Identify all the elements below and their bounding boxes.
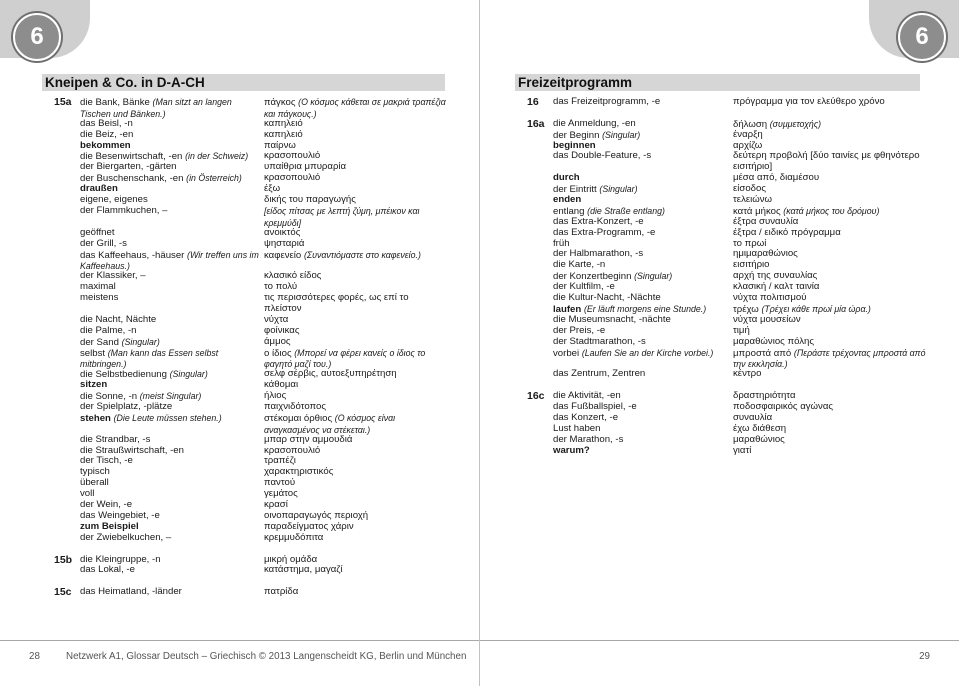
german-term: [80, 206, 262, 217]
german-note: (Singular): [634, 271, 673, 282]
glossary-entry: [42, 293, 447, 315]
greek-translation: [733, 130, 935, 141]
greek-translation: [733, 348, 935, 372]
footer-divider: [0, 640, 479, 641]
german-word: die Anmeldung, -en: [553, 117, 636, 129]
german-term: [553, 228, 731, 239]
german-term: [553, 446, 731, 457]
german-term: [80, 533, 262, 544]
german-term: [80, 402, 262, 413]
glossary-entry: [515, 260, 935, 271]
german-note: (Die Leute müssen stehen.): [113, 412, 222, 423]
exercise-number: 16c: [527, 390, 545, 403]
greek-word: τιμή: [733, 324, 750, 336]
german-word: der Spielplatz, -plätze: [80, 401, 173, 413]
german-word: die Bank, Bänke: [80, 97, 150, 108]
glossary-entry: [515, 446, 935, 457]
greek-word: μικρή ομάδα: [264, 553, 318, 565]
greek-word: έξω: [264, 183, 281, 195]
german-note: (Man kann das Essen selbst mitbringen.): [80, 347, 219, 370]
german-word: das Extra-Konzert, -e: [553, 215, 644, 227]
german-word: das Konzert, -e: [553, 411, 619, 423]
greek-word: αρχίζω: [733, 139, 763, 151]
greek-word: χαρακτηριστικός: [264, 466, 334, 478]
greek-word: κρασοπουλιό: [264, 150, 321, 162]
german-word: enden: [553, 194, 582, 206]
german-note: (Singular): [602, 129, 641, 140]
greek-word: παιχνιδότοπος: [264, 401, 326, 413]
glossary-entry: [515, 119, 935, 130]
glossary-entry: [42, 162, 447, 173]
exercise-number: 15b: [54, 553, 73, 566]
german-word: das Weingebiet, -e: [80, 509, 160, 521]
german-word: sitzen: [80, 379, 108, 391]
german-word: durch: [553, 172, 580, 184]
chapter-number-badge: 6: [13, 13, 61, 61]
greek-word: αρχή της συναυλίας: [733, 270, 818, 282]
german-word: selbst: [80, 347, 106, 359]
exercise-number: 16a: [527, 117, 545, 130]
greek-translation: [264, 402, 447, 413]
german-word: die Karte, -n: [553, 259, 606, 271]
german-word: die Kleingruppe, -n: [80, 553, 161, 565]
glossary-entry: [42, 380, 447, 391]
glossary-entry: [42, 141, 447, 152]
greek-word: κρασοπουλιό: [264, 172, 321, 184]
greek-translation: [264, 533, 447, 544]
greek-word: οινοπαραγωγός περιοχή: [264, 509, 369, 521]
greek-word: κατά μήκος: [733, 205, 781, 217]
glossary-entry: [515, 173, 935, 184]
german-word: der Preis, -e: [553, 324, 606, 336]
greek-word: κλασική / καλτ ταινία: [733, 281, 820, 293]
german-word: der Tisch, -e: [80, 455, 133, 467]
german-word: das Fußballspiel, -e: [553, 400, 637, 412]
greek-note: (Ο κόσμος κάθεται σε μακριά τραπέζια και πάγκους.): [264, 97, 446, 119]
glossary-entry: [515, 195, 935, 206]
greek-word: έχω διάθεση: [733, 422, 787, 434]
greek-word: υπαίθρια μπυραρία: [264, 161, 347, 173]
german-word: entlang: [553, 205, 585, 217]
greek-word: είσοδος: [733, 183, 766, 195]
german-word: das Double-Feature, -s: [553, 150, 652, 162]
german-word: überall: [80, 477, 109, 489]
greek-note: (συμμετοχής): [769, 118, 822, 129]
section-title: Freizeitprogramm: [515, 74, 920, 91]
glossary-entry: [515, 228, 935, 239]
greek-word: παίρνω: [264, 139, 296, 151]
german-word: der Zwiebelkuchen, –: [80, 531, 172, 543]
german-term: [553, 369, 731, 380]
german-word: der Stadtmarathon, -s: [553, 335, 646, 347]
german-word: geöffnet: [80, 226, 115, 238]
greek-word: τραπέζι: [264, 455, 296, 467]
german-term: [80, 239, 262, 250]
german-term: [80, 348, 262, 372]
german-note: (Singular): [599, 184, 638, 195]
german-term: [553, 260, 731, 271]
german-word: die Straußwirtschaft, -en: [80, 444, 184, 456]
greek-word: το πολύ: [264, 281, 298, 293]
footer-divider: [480, 640, 959, 641]
german-word: die Selbstbedienung: [80, 369, 167, 381]
greek-word: νύχτα μουσείων: [733, 313, 801, 325]
greek-translation: [264, 337, 447, 348]
greek-word: μπροστά από: [733, 347, 792, 359]
right-page: [480, 0, 959, 686]
glossary-entry: [42, 587, 447, 598]
greek-note: (Περάστε τρέχοντας μπροστά από την εκκλησία.): [733, 347, 926, 370]
german-note: (in Österreich): [186, 173, 242, 184]
german-note: (Wir treffen uns im Kaffeehaus.): [80, 249, 259, 272]
german-term: [553, 195, 731, 206]
glossary-entry: [42, 413, 447, 435]
german-term: [80, 293, 262, 304]
greek-word: τελειώνω: [733, 194, 773, 206]
greek-word: ανοικτός: [264, 226, 301, 238]
german-word: der Wein, -e: [80, 499, 133, 511]
german-word: bekommen: [80, 139, 131, 151]
page-number: 28: [29, 651, 40, 662]
german-term: [80, 380, 262, 391]
greek-word: παντού: [264, 477, 296, 489]
greek-word: μαραθώνιος πόλης: [733, 335, 814, 347]
greek-note: (Μπορεί να φέρει κανείς ο ίδιος το φαγητό μαζί του.): [264, 347, 426, 370]
greek-translation: [733, 97, 935, 108]
german-word: maximal: [80, 281, 116, 293]
german-word: beginnen: [553, 139, 596, 151]
greek-word: παραδείγματος χάριν: [264, 520, 354, 532]
glossary-entry: [515, 348, 935, 370]
german-word: warum?: [553, 444, 590, 456]
glossary-entry: [42, 533, 447, 544]
german-term: [80, 565, 262, 576]
greek-word: μπαρ στην αμμουδιά: [264, 433, 353, 445]
greek-word: δήλωση: [733, 118, 768, 130]
german-word: meistens: [80, 292, 119, 304]
german-term: [80, 478, 262, 489]
greek-word: κάθομαι: [264, 379, 299, 391]
greek-word: σελφ σέρβις, αυτοεξυπηρέτηση: [264, 368, 397, 380]
glossary-entry: [515, 97, 935, 108]
greek-translation: [264, 380, 447, 391]
glossary-entry: [42, 97, 447, 119]
greek-word: ο ίδιος: [264, 347, 292, 359]
german-word: das Beisl, -n: [80, 117, 133, 129]
greek-translation: [733, 369, 935, 380]
glossary-entry: [515, 337, 935, 348]
greek-note: [είδος πίτσας με λεπτή ζύμη, μπέικον και κρεμμύδι]: [264, 205, 420, 228]
german-word: das Extra-Programm, -e: [553, 226, 656, 238]
greek-translation: [733, 195, 935, 206]
german-word: die Palme, -n: [80, 324, 137, 336]
exercise-number: 15c: [54, 586, 72, 599]
german-word: zum Beispiel: [80, 520, 139, 532]
german-note: (Man sitzt an langen Tischen und Bänken.): [80, 97, 232, 119]
german-term: [553, 97, 731, 108]
german-word: die Museumsnacht, -nächte: [553, 313, 671, 325]
greek-word: φοίνικας: [264, 324, 300, 336]
exercise-number: 16: [527, 96, 539, 108]
greek-word: κρασοπουλιό: [264, 444, 321, 456]
greek-word: καπηλειό: [264, 117, 303, 129]
greek-translation: [733, 435, 935, 446]
greek-note: (κατά μήκος του δρόμου): [783, 205, 880, 216]
greek-translation: [264, 489, 447, 500]
greek-word: έξτρα συναυλία: [733, 215, 799, 227]
greek-translation: [264, 326, 447, 337]
greek-word: πρόγραμμα για τον ελεύθερο χρόνο: [733, 96, 885, 107]
german-word: vorbei: [553, 347, 580, 359]
greek-translation: [264, 293, 447, 315]
german-word: das Lokal, -e: [80, 564, 135, 576]
greek-translation: [264, 250, 447, 262]
greek-word: μαραθώνιος: [733, 433, 785, 445]
glossary-entry: [42, 478, 447, 489]
german-word: die Kultur-Nacht, -Nächte: [553, 292, 661, 304]
greek-word: εισιτήριο: [733, 259, 770, 271]
greek-translation: [264, 173, 447, 184]
greek-word: άμμος: [264, 335, 291, 347]
greek-word: νύχτα πολιτισμού: [733, 292, 807, 304]
german-term: [553, 348, 731, 360]
greek-note: (Συναντιόμαστε στο καφενείο.): [303, 249, 421, 260]
greek-word: ψησταριά: [264, 237, 305, 249]
glossary-entry: [42, 337, 447, 348]
german-note: (Singular): [121, 336, 160, 347]
german-word: Lust haben: [553, 422, 601, 434]
german-word: der Sand: [80, 336, 119, 348]
glossary-entry: [42, 250, 447, 272]
german-term: [553, 173, 731, 184]
german-word: der Flammkuchen, –: [80, 204, 168, 216]
greek-word: συναυλία: [733, 411, 773, 423]
german-term: [553, 119, 731, 130]
german-word: stehen: [80, 412, 111, 424]
german-word: das Heimatland, -länder: [80, 586, 182, 598]
left-page: [0, 0, 479, 686]
glossary-entry: [515, 151, 935, 173]
greek-word: έξτρα / ειδικό πρόγραμμα: [733, 226, 841, 238]
section-title: Kneipen & Co. in D-A-CH: [42, 74, 445, 91]
greek-word: κρασί: [264, 499, 288, 511]
german-note: (Singular): [169, 369, 208, 380]
glossary-entry: [42, 326, 447, 337]
glossary-entry: [42, 206, 447, 228]
glossary-entry: [42, 348, 447, 370]
greek-note: (Ο κόσμος είναι αναγκασμένος να στέκεται.): [264, 412, 396, 435]
german-word: laufen: [553, 303, 582, 315]
german-word: die Beiz, -en: [80, 128, 134, 140]
german-term: [80, 587, 262, 598]
german-word: die Besenwirtschaft, -en: [80, 151, 183, 163]
glossary-list: [515, 97, 935, 456]
german-word: die Strandbar, -s: [80, 433, 151, 445]
german-word: der Beginn: [553, 129, 600, 141]
greek-translation: [733, 446, 935, 457]
footer-copyright: Netzwerk A1, Glossar Deutsch – Griechisch © 2013 Langenscheidt KG, Berlin und München: [66, 651, 467, 662]
chapter-number-badge: 6: [898, 13, 946, 61]
german-word: die Nacht, Nächte: [80, 313, 157, 325]
greek-word: δικής του παραγωγής: [264, 194, 356, 206]
german-word: der Eintritt: [553, 184, 597, 196]
german-term: [553, 337, 731, 348]
german-word: der Marathon, -s: [553, 433, 624, 445]
greek-translation: [733, 315, 935, 326]
greek-word: γεμάτος: [264, 488, 298, 500]
greek-translation: [264, 587, 447, 598]
german-word: der Halbmarathon, -s: [553, 248, 644, 260]
greek-word: τις περισσότερες φορές, ως επί το πλείστον: [264, 292, 409, 314]
greek-word: δραστηριότητα: [733, 390, 796, 402]
german-word: das Freizeitprogramm, -e: [553, 96, 661, 107]
greek-word: κρεμμυδόπιτα: [264, 531, 324, 543]
german-note: (meist Singular): [139, 391, 202, 402]
greek-word: γιατί: [733, 444, 752, 456]
german-word: eigene, eigenes: [80, 194, 148, 206]
german-note: (Er läuft morgens eine Stunde.): [583, 303, 707, 314]
german-word: der Klassiker, –: [80, 270, 146, 282]
greek-word: κατάστημα, μαγαζί: [264, 564, 343, 576]
greek-word: κλασικό είδος: [264, 270, 322, 282]
exercise-number: 15a: [54, 96, 72, 108]
german-term: [80, 326, 262, 337]
german-word: der Kultfilm, -e: [553, 281, 615, 293]
greek-word: ποδοσφαιρικός αγώνας: [733, 400, 834, 412]
glossary-entry: [42, 565, 447, 576]
glossary-list: [42, 97, 447, 598]
glossary-entry: [42, 239, 447, 250]
german-word: draußen: [80, 183, 118, 195]
greek-word: πάγκος: [264, 97, 296, 108]
german-term: [553, 151, 731, 162]
german-word: typisch: [80, 466, 110, 478]
greek-note: (Τρέχει κάθε πρωί μία ώρα.): [761, 303, 871, 314]
german-word: voll: [80, 488, 95, 500]
greek-word: καφενείο: [264, 249, 302, 261]
page-number: 29: [919, 651, 930, 662]
german-word: der Buschenschank, -en: [80, 173, 184, 185]
glossary-entry: [42, 402, 447, 413]
greek-translation: [733, 337, 935, 348]
glossary-entry: [515, 293, 935, 304]
greek-word: ημιμαραθώνιος: [733, 248, 798, 260]
greek-word: ήλιος: [264, 390, 287, 402]
german-note: (die Straße entlang): [587, 205, 665, 216]
german-word: der Grill, -s: [80, 237, 127, 249]
german-note: (in der Schweiz): [185, 151, 249, 162]
greek-word: δεύτερη προβολή [δύο ταινίες με φθηνότερο εισιτήριο]: [733, 150, 920, 173]
greek-translation: [733, 293, 935, 304]
greek-translation: [264, 565, 447, 576]
german-note: (Laufen Sie an der Kirche vorbei.): [581, 347, 714, 358]
greek-translation: [733, 151, 935, 173]
german-term: [80, 141, 262, 152]
german-word: das Kaffeehaus, -häuser: [80, 249, 185, 261]
greek-translation: [264, 239, 447, 250]
greek-word: κέντρο: [733, 368, 762, 380]
german-word: früh: [553, 237, 570, 249]
greek-word: στέκομαι όρθιος: [264, 412, 333, 424]
german-word: die Sonne, -n: [80, 391, 138, 403]
german-term: [553, 293, 731, 304]
german-word: die Aktivität, -en: [553, 390, 621, 402]
glossary-entry: [515, 369, 935, 380]
german-term: [80, 413, 262, 425]
german-word: der Konzertbeginn: [553, 271, 632, 283]
greek-translation: [264, 195, 447, 206]
greek-word: νύχτα: [264, 313, 289, 325]
greek-word: τρέχω: [733, 303, 759, 315]
greek-word: καπηλειό: [264, 128, 303, 140]
german-term: [80, 162, 262, 173]
german-word: das Zentrum, Zentren: [553, 368, 646, 380]
greek-word: πατρίδα: [264, 586, 299, 598]
greek-word: έναρξη: [733, 128, 763, 140]
german-word: der Biergarten, -gärten: [80, 161, 177, 173]
greek-word: το πρωί: [733, 237, 767, 249]
greek-word: μέσα από, διαμέσου: [733, 172, 820, 184]
